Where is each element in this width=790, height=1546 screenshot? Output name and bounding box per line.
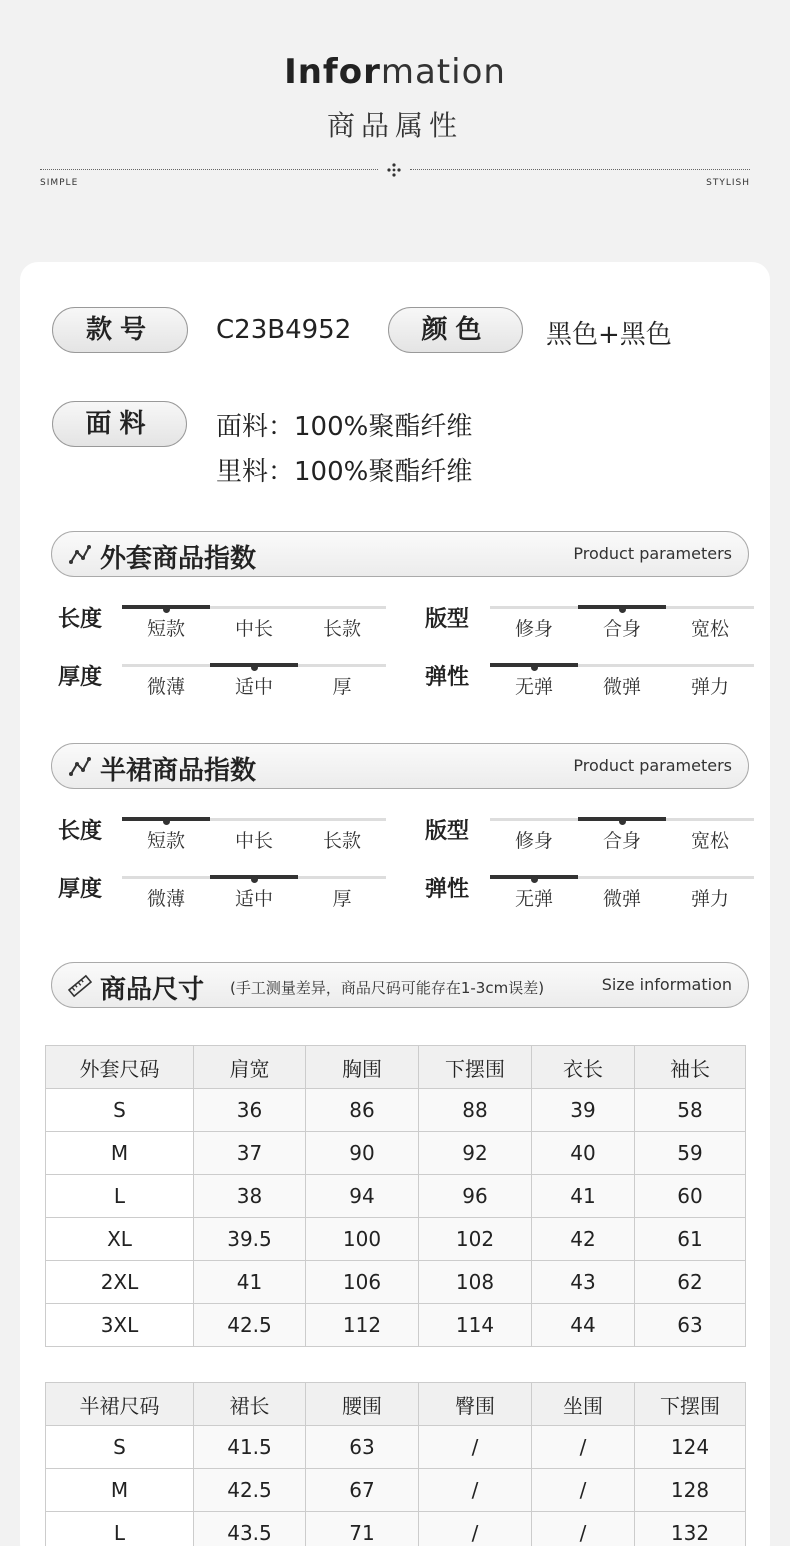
trend-line-icon <box>68 543 92 567</box>
jacket-index-header <box>51 531 749 577</box>
table-header-cell: 肩宽 <box>194 1046 306 1089</box>
table-cell: 40 <box>532 1132 635 1175</box>
table-header-cell: 裙长 <box>194 1383 306 1426</box>
table-cell: 60 <box>635 1175 746 1218</box>
trend-line-icon <box>68 755 92 779</box>
index-option: 合身 <box>602 618 641 640</box>
jacket-index-en: Product parameters <box>573 544 732 563</box>
size-info-header <box>51 962 749 1008</box>
skirt-index-header <box>51 743 749 789</box>
table-cell: 44 <box>532 1304 635 1347</box>
index-track <box>490 606 754 640</box>
table-cell: 41 <box>194 1261 306 1304</box>
size-label-cell: M <box>46 1469 194 1512</box>
index-option: 微薄 <box>146 676 185 698</box>
index-selected-marker <box>122 605 210 609</box>
table-cell: 88 <box>419 1089 532 1132</box>
index-selected-marker <box>578 605 666 609</box>
index-option: 弹力 <box>690 676 729 698</box>
jacket-index-title: 外套商品指数 <box>100 544 257 574</box>
color-label: 颜色 <box>388 307 523 353</box>
fabric-label: 面料 <box>52 401 187 447</box>
index-option: 适中 <box>234 676 273 698</box>
table-cell: 58 <box>635 1089 746 1132</box>
table-header-cell: 下摆围 <box>635 1383 746 1426</box>
size-label-cell: M <box>46 1132 194 1175</box>
table-cell: 71 <box>306 1512 419 1546</box>
table-header-cell: 腰围 <box>306 1383 419 1426</box>
index-option: 修身 <box>514 618 553 640</box>
index-option: 宽松 <box>690 830 729 852</box>
table-cell: 59 <box>635 1132 746 1175</box>
index-selected-marker <box>578 817 666 821</box>
table-header-cell: 袖长 <box>635 1046 746 1089</box>
index-label: 版型 <box>425 819 470 844</box>
table-row <box>46 1089 746 1132</box>
index-option: 中长 <box>234 618 273 640</box>
table-cell: 124 <box>635 1426 746 1469</box>
table-cell: 42.5 <box>194 1304 306 1347</box>
size-info-note: (手工测量差异，商品尺码可能存在1-3cm误差) <box>230 979 545 997</box>
jacket-size-table <box>45 1045 746 1347</box>
table-header-row <box>46 1383 746 1426</box>
table-cell: 92 <box>419 1132 532 1175</box>
table-cell: 61 <box>635 1218 746 1261</box>
diamond-ornament-icon <box>386 162 402 178</box>
table-row <box>46 1261 746 1304</box>
table-header-cell: 半裙尺码 <box>46 1383 194 1426</box>
table-cell: 41.5 <box>194 1426 306 1469</box>
size-label-cell: XL <box>46 1218 194 1261</box>
table-cell: 39.5 <box>194 1218 306 1261</box>
table-row <box>46 1304 746 1347</box>
table-row <box>46 1512 746 1546</box>
divider-right <box>410 169 750 170</box>
table-row <box>46 1426 746 1469</box>
size-label-cell: S <box>46 1426 194 1469</box>
table-row <box>46 1469 746 1512</box>
index-label: 弹性 <box>425 665 470 690</box>
index-track <box>490 876 754 910</box>
table-cell: / <box>419 1469 532 1512</box>
index-option: 弹力 <box>690 888 729 910</box>
index-option: 修身 <box>514 830 553 852</box>
index-track <box>490 664 754 698</box>
index-label: 厚度 <box>58 877 103 902</box>
index-label: 长度 <box>58 607 103 632</box>
table-cell: 114 <box>419 1304 532 1347</box>
index-label: 长度 <box>58 819 103 844</box>
table-header-row <box>46 1046 746 1089</box>
color-value: 黑色+黑色 <box>546 320 672 350</box>
table-header-cell: 外套尺码 <box>46 1046 194 1089</box>
table-cell: 62 <box>635 1261 746 1304</box>
table-cell: 108 <box>419 1261 532 1304</box>
page-subtitle: 商品属性 <box>326 109 463 142</box>
table-cell: 86 <box>306 1089 419 1132</box>
table-cell: 42 <box>532 1218 635 1261</box>
index-selected-marker <box>490 875 578 879</box>
table-cell: 63 <box>306 1426 419 1469</box>
table-header-cell: 臀围 <box>419 1383 532 1426</box>
table-cell: 132 <box>635 1512 746 1546</box>
table-cell: / <box>532 1426 635 1469</box>
page-title <box>0 52 790 92</box>
table-cell: 43.5 <box>194 1512 306 1546</box>
index-option: 微弹 <box>602 888 641 910</box>
index-selected-marker <box>490 663 578 667</box>
index-option: 厚 <box>332 676 352 698</box>
table-cell: 37 <box>194 1132 306 1175</box>
table-cell: 36 <box>194 1089 306 1132</box>
index-option: 短款 <box>146 618 185 640</box>
table-cell: / <box>419 1512 532 1546</box>
size-info-title: 商品尺寸 <box>100 975 205 1005</box>
table-header-cell: 衣长 <box>532 1046 635 1089</box>
table-cell: 102 <box>419 1218 532 1261</box>
index-label: 厚度 <box>58 665 103 690</box>
title-bold: Infor <box>284 52 381 92</box>
index-option: 中长 <box>234 830 273 852</box>
index-selected-marker <box>122 817 210 821</box>
table-cell: 100 <box>306 1218 419 1261</box>
index-option: 无弹 <box>514 676 553 698</box>
table-cell: 90 <box>306 1132 419 1175</box>
ruler-icon <box>68 974 92 998</box>
skirt-index-en: Product parameters <box>573 756 732 775</box>
tag-stylish: STYLISH <box>706 178 750 188</box>
table-cell: 42.5 <box>194 1469 306 1512</box>
skirt-size-table <box>45 1382 746 1546</box>
index-option: 无弹 <box>514 888 553 910</box>
index-track <box>122 606 386 640</box>
index-track <box>490 818 754 852</box>
index-option: 适中 <box>234 888 273 910</box>
index-option: 厚 <box>332 888 352 910</box>
table-cell: / <box>532 1512 635 1546</box>
table-header-cell: 下摆围 <box>419 1046 532 1089</box>
table-cell: 39 <box>532 1089 635 1132</box>
index-option: 宽松 <box>690 618 729 640</box>
index-track <box>122 664 386 698</box>
table-cell: 128 <box>635 1469 746 1512</box>
index-label: 弹性 <box>425 877 470 902</box>
table-cell: 43 <box>532 1261 635 1304</box>
size-label-cell: L <box>46 1512 194 1546</box>
index-option: 微薄 <box>146 888 185 910</box>
table-row <box>46 1218 746 1261</box>
table-header-cell: 坐围 <box>532 1383 635 1426</box>
style-no-label: 款号 <box>52 307 188 353</box>
skirt-index-title: 半裙商品指数 <box>100 756 257 786</box>
index-track <box>122 818 386 852</box>
style-no-value: C23B4952 <box>216 315 352 345</box>
index-option: 短款 <box>146 830 185 852</box>
index-option: 长款 <box>322 618 361 640</box>
index-selected-marker <box>210 875 298 879</box>
index-selected-marker <box>210 663 298 667</box>
table-cell: / <box>419 1426 532 1469</box>
table-cell: 67 <box>306 1469 419 1512</box>
table-cell: 94 <box>306 1175 419 1218</box>
table-row <box>46 1132 746 1175</box>
tag-simple: SIMPLE <box>40 178 79 188</box>
fabric-line-lining: 里料：100%聚酯纤维 <box>216 457 473 487</box>
table-cell: 63 <box>635 1304 746 1347</box>
table-cell: 112 <box>306 1304 419 1347</box>
index-option: 微弹 <box>602 676 641 698</box>
index-option: 长款 <box>322 830 361 852</box>
table-cell: 106 <box>306 1261 419 1304</box>
fabric-line-outer: 面料：100%聚酯纤维 <box>216 412 473 442</box>
table-cell: 96 <box>419 1175 532 1218</box>
size-info-en: Size information <box>601 975 732 994</box>
index-option: 合身 <box>602 830 641 852</box>
index-label: 版型 <box>425 607 470 632</box>
size-label-cell: L <box>46 1175 194 1218</box>
size-label-cell: 2XL <box>46 1261 194 1304</box>
table-row <box>46 1175 746 1218</box>
divider-left <box>40 169 378 170</box>
table-cell: 38 <box>194 1175 306 1218</box>
size-label-cell: 3XL <box>46 1304 194 1347</box>
size-label-cell: S <box>46 1089 194 1132</box>
index-track <box>122 876 386 910</box>
table-cell: 41 <box>532 1175 635 1218</box>
table-header-cell: 胸围 <box>306 1046 419 1089</box>
title-light: mation <box>380 52 506 92</box>
table-cell: / <box>532 1469 635 1512</box>
